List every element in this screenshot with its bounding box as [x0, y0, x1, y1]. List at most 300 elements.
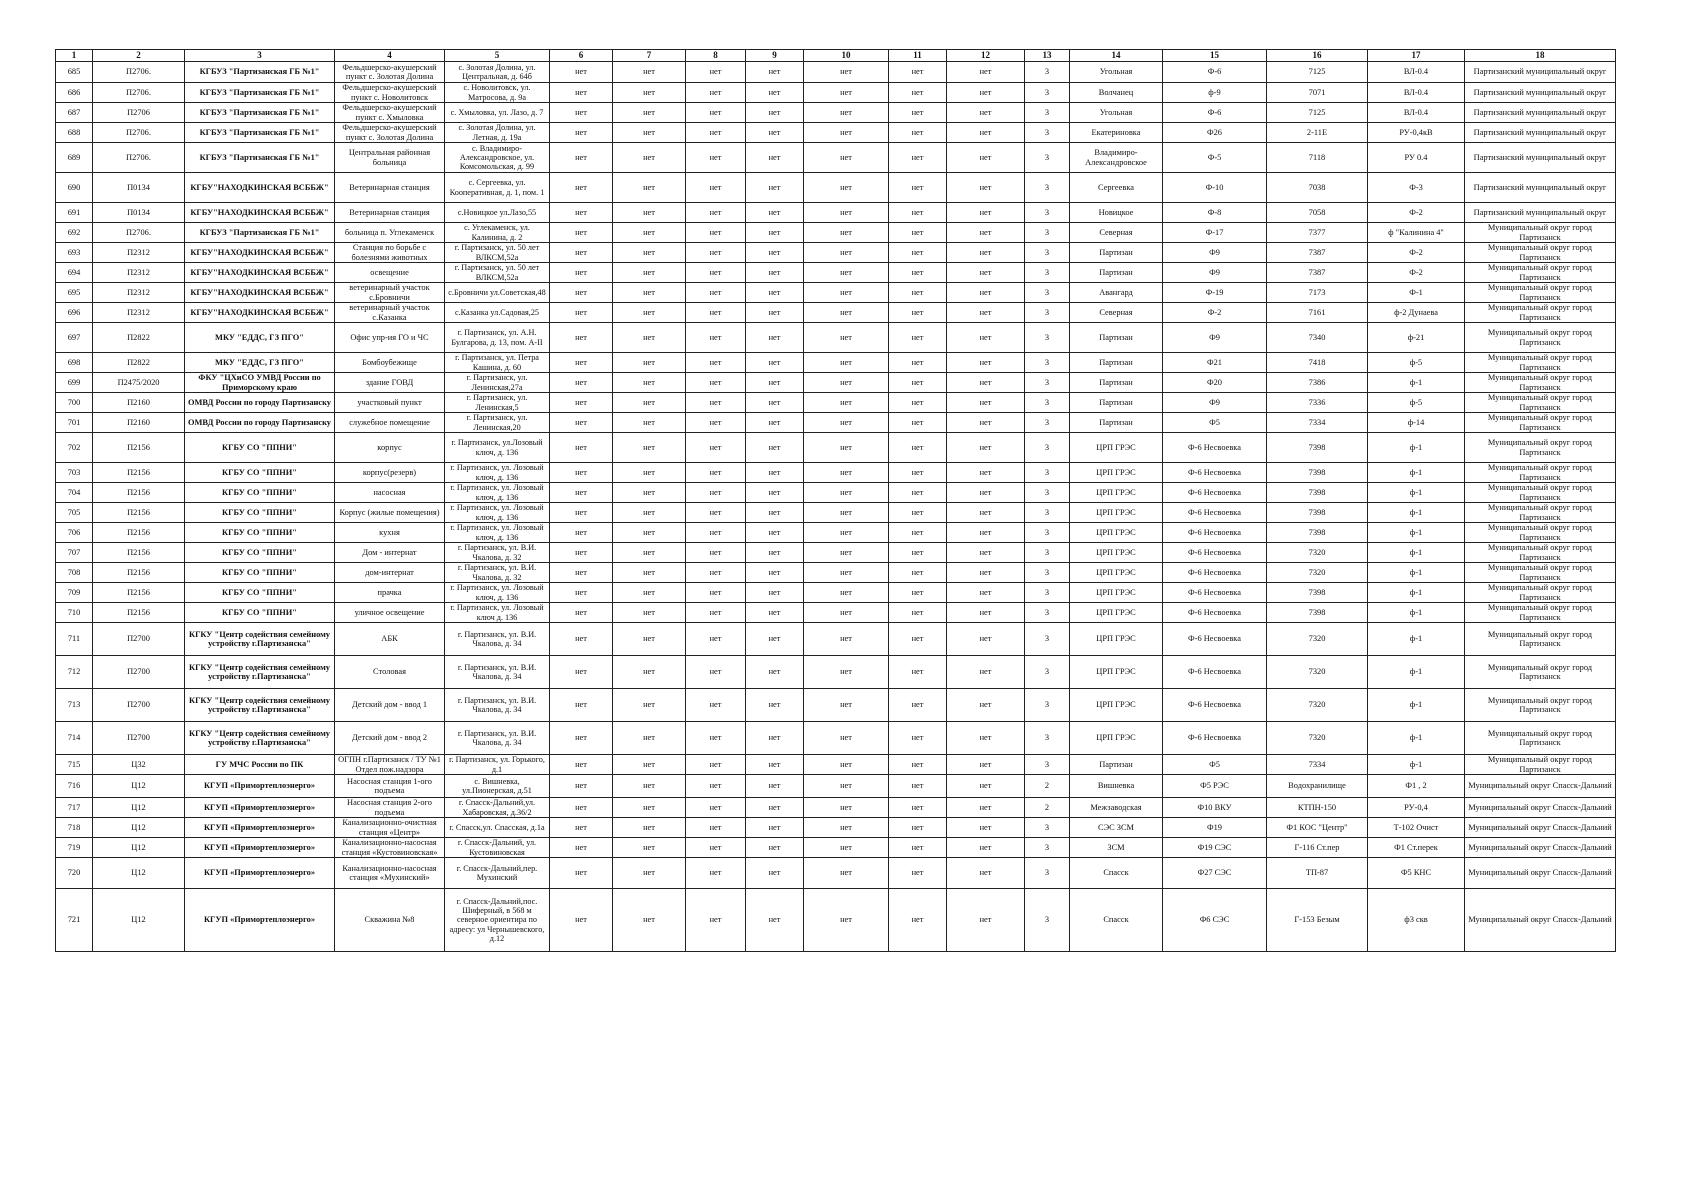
table-row: [56, 413, 1616, 433]
organization-cell: КГУП «Примортеплоэнерго»: [185, 889, 335, 952]
district-cell: Муниципальный округ город Партизанск: [1465, 603, 1616, 623]
substation-cell: ЗСМ: [1070, 838, 1163, 858]
category-cell: 3: [1025, 656, 1070, 689]
line-cell: ф-1: [1368, 722, 1465, 755]
substation-cell: Вишневка: [1070, 775, 1163, 798]
address-cell: г. Партизанск, ул. Лозовый ключ, д. 136: [445, 503, 550, 523]
substation-cell: Волчанец: [1070, 83, 1163, 103]
substation-cell: ЦРП ГРЭС: [1070, 433, 1163, 463]
column-number: 8: [686, 50, 746, 62]
value-cell: нет: [746, 62, 804, 83]
feeder-cell: Ф5 РЭС: [1163, 775, 1267, 798]
value-cell: нет: [746, 722, 804, 755]
contract-code-cell: Ц32: [93, 755, 185, 775]
value-cell: нет: [550, 603, 613, 623]
organization-cell: ОМВД России по городу Партизанску: [185, 413, 335, 433]
organization-cell: КГКУ "Центр содействия семейному устройству г.Партизанска": [185, 722, 335, 755]
transformer-cell: 7161: [1267, 303, 1368, 323]
contract-code-cell: П2156: [93, 583, 185, 603]
value-cell: нет: [889, 62, 947, 83]
transformer-cell: ТП-87: [1267, 858, 1368, 889]
address-cell: с. Сергеевка, ул. Кооперативная, д. 1, пом. 1: [445, 173, 550, 203]
value-cell: нет: [746, 543, 804, 563]
substation-cell: ЦРП ГРЭС: [1070, 523, 1163, 543]
address-cell: г. Партизанск, ул. В.И. Чкалова, д. 34: [445, 656, 550, 689]
organization-cell: КГБУ СО "ППНИ": [185, 583, 335, 603]
category-cell: 3: [1025, 103, 1070, 123]
transformer-cell: 7340: [1267, 323, 1368, 353]
address-cell: с. Золотая Долина, ул. Летная, д. 19а: [445, 123, 550, 143]
feeder-cell: Ф9: [1163, 393, 1267, 413]
transformer-cell: 7418: [1267, 353, 1368, 373]
organization-cell: КГКУ "Центр содействия семейному устройству г.Партизанска": [185, 689, 335, 722]
value-cell: нет: [613, 283, 686, 303]
value-cell: нет: [889, 583, 947, 603]
value-cell: нет: [746, 483, 804, 503]
value-cell: нет: [686, 283, 746, 303]
category-cell: 3: [1025, 263, 1070, 283]
line-cell: Ф-2: [1368, 203, 1465, 223]
organization-cell: КГБУЗ "Партизанская ГБ №1": [185, 83, 335, 103]
row-number-cell: 685: [56, 62, 93, 83]
object-cell: Насосная станция 1-ого подъема: [335, 775, 445, 798]
value-cell: нет: [686, 755, 746, 775]
category-cell: 3: [1025, 543, 1070, 563]
object-cell: корпус: [335, 433, 445, 463]
value-cell: нет: [947, 203, 1025, 223]
line-cell: Ф-1: [1368, 283, 1465, 303]
column-number: 4: [335, 50, 445, 62]
object-cell: ветеринарный участок с.Казанка: [335, 303, 445, 323]
value-cell: нет: [746, 103, 804, 123]
feeder-cell: Ф5: [1163, 755, 1267, 775]
contract-code-cell: П2156: [93, 603, 185, 623]
substation-cell: Северная: [1070, 223, 1163, 243]
document-sheet: [55, 49, 1615, 952]
substation-cell: Партизан: [1070, 393, 1163, 413]
substation-cell: Северная: [1070, 303, 1163, 323]
line-cell: ф-5: [1368, 393, 1465, 413]
value-cell: нет: [613, 463, 686, 483]
contract-code-cell: П2156: [93, 563, 185, 583]
transformer-cell: 7398: [1267, 433, 1368, 463]
contract-code-cell: Ц12: [93, 838, 185, 858]
district-cell: Партизанский муниципальный округ: [1465, 62, 1616, 83]
value-cell: нет: [804, 223, 889, 243]
row-number-cell: 711: [56, 623, 93, 656]
value-cell: нет: [613, 818, 686, 838]
column-number: 15: [1163, 50, 1267, 62]
substation-cell: ЦРП ГРЭС: [1070, 722, 1163, 755]
address-cell: с. Золотая Долина, ул. Центральная, д. 64б: [445, 62, 550, 83]
value-cell: нет: [550, 483, 613, 503]
category-cell: 3: [1025, 503, 1070, 523]
object-cell: корпус(резерв): [335, 463, 445, 483]
value-cell: нет: [550, 143, 613, 173]
line-cell: Ф-2: [1368, 243, 1465, 263]
feeder-cell: Ф27 СЭС: [1163, 858, 1267, 889]
value-cell: нет: [804, 143, 889, 173]
value-cell: нет: [686, 603, 746, 623]
line-cell: ф-1: [1368, 463, 1465, 483]
value-cell: нет: [746, 223, 804, 243]
transformer-cell: 2-11Е: [1267, 123, 1368, 143]
district-cell: Партизанский муниципальный округ: [1465, 203, 1616, 223]
value-cell: нет: [686, 818, 746, 838]
organization-cell: КГБУ"НАХОДКИНСКАЯ ВСББЖ": [185, 203, 335, 223]
column-number: 13: [1025, 50, 1070, 62]
value-cell: нет: [613, 263, 686, 283]
table-row: [56, 689, 1616, 722]
value-cell: нет: [746, 503, 804, 523]
object-cell: Канализационно-насосная станция «Кустовиновская»: [335, 838, 445, 858]
address-cell: г. Партизанск, ул.Лозовый ключ, д. 136: [445, 433, 550, 463]
row-number-cell: 690: [56, 173, 93, 203]
substation-cell: Спасск: [1070, 858, 1163, 889]
district-cell: Муниципальный округ город Партизанск: [1465, 433, 1616, 463]
row-number-cell: 689: [56, 143, 93, 173]
line-cell: ф-2 Дунаева: [1368, 303, 1465, 323]
value-cell: нет: [550, 373, 613, 393]
table-row: [56, 543, 1616, 563]
substation-cell: ЦРП ГРЭС: [1070, 483, 1163, 503]
value-cell: нет: [947, 623, 1025, 656]
value-cell: нет: [550, 798, 613, 818]
category-cell: 3: [1025, 603, 1070, 623]
value-cell: нет: [804, 303, 889, 323]
transformer-cell: 7320: [1267, 623, 1368, 656]
contract-code-cell: Ц12: [93, 889, 185, 952]
feeder-cell: Ф21: [1163, 353, 1267, 373]
line-cell: ф-1: [1368, 543, 1465, 563]
substation-cell: Партизан: [1070, 323, 1163, 353]
line-cell: Ф1 Ст.перек: [1368, 838, 1465, 858]
contract-code-cell: П2700: [93, 623, 185, 656]
row-number-cell: 692: [56, 223, 93, 243]
line-cell: ф-1: [1368, 623, 1465, 656]
value-cell: нет: [550, 543, 613, 563]
value-cell: нет: [804, 393, 889, 413]
address-cell: г. Партизанск, ул. 50 лет ВЛКСМ,52а: [445, 243, 550, 263]
transformer-cell: 7125: [1267, 103, 1368, 123]
line-cell: ф-1: [1368, 583, 1465, 603]
category-cell: 3: [1025, 353, 1070, 373]
value-cell: нет: [947, 393, 1025, 413]
district-cell: Муниципальный округ город Партизанск: [1465, 563, 1616, 583]
category-cell: 3: [1025, 722, 1070, 755]
object-cell: дом-интернат: [335, 563, 445, 583]
transformer-cell: 7387: [1267, 263, 1368, 283]
district-cell: Муниципальный округ город Партизанск: [1465, 523, 1616, 543]
value-cell: нет: [889, 755, 947, 775]
value-cell: нет: [947, 123, 1025, 143]
table-row: [56, 373, 1616, 393]
value-cell: нет: [746, 563, 804, 583]
district-cell: Муниципальный округ город Партизанск: [1465, 656, 1616, 689]
row-number-cell: 708: [56, 563, 93, 583]
value-cell: нет: [686, 243, 746, 263]
transformer-cell: 7386: [1267, 373, 1368, 393]
transformer-cell: 7334: [1267, 413, 1368, 433]
value-cell: нет: [889, 303, 947, 323]
category-cell: 3: [1025, 393, 1070, 413]
address-cell: с. Новолитовск, ул. Матросова, д. 9а: [445, 83, 550, 103]
district-cell: Муниципальный округ город Партизанск: [1465, 755, 1616, 775]
value-cell: нет: [889, 263, 947, 283]
column-number: 3: [185, 50, 335, 62]
row-number-cell: 719: [56, 838, 93, 858]
substation-cell: Партизан: [1070, 413, 1163, 433]
organization-cell: ГУ МЧС России по ПК: [185, 755, 335, 775]
category-cell: 3: [1025, 62, 1070, 83]
value-cell: нет: [686, 503, 746, 523]
object-cell: Корпус (жилые помещения): [335, 503, 445, 523]
value-cell: нет: [947, 543, 1025, 563]
column-number: 9: [746, 50, 804, 62]
table-row: [56, 563, 1616, 583]
address-cell: с.Бровничи ул.Советская,48: [445, 283, 550, 303]
organization-cell: КГБУЗ "Партизанская ГБ №1": [185, 103, 335, 123]
value-cell: нет: [746, 889, 804, 952]
organization-cell: КГБУ СО "ППНИ": [185, 543, 335, 563]
line-cell: РУ 0.4: [1368, 143, 1465, 173]
organization-cell: КГБУ СО "ППНИ": [185, 463, 335, 483]
value-cell: нет: [889, 523, 947, 543]
value-cell: нет: [804, 798, 889, 818]
row-number-cell: 694: [56, 263, 93, 283]
substation-cell: Партизан: [1070, 243, 1163, 263]
value-cell: нет: [804, 563, 889, 583]
value-cell: нет: [804, 583, 889, 603]
column-number: 7: [613, 50, 686, 62]
value-cell: нет: [947, 143, 1025, 173]
district-cell: Муниципальный округ город Партизанск: [1465, 722, 1616, 755]
value-cell: нет: [804, 373, 889, 393]
organization-cell: КГУП «Примортеплоэнерго»: [185, 798, 335, 818]
line-cell: Ф-3: [1368, 173, 1465, 203]
value-cell: нет: [686, 373, 746, 393]
district-cell: Партизанский муниципальный округ: [1465, 83, 1616, 103]
value-cell: нет: [746, 656, 804, 689]
substation-cell: ЦРП ГРЭС: [1070, 463, 1163, 483]
organization-cell: КГУП «Примортеплоэнерго»: [185, 818, 335, 838]
contract-code-cell: П2160: [93, 393, 185, 413]
value-cell: нет: [550, 223, 613, 243]
value-cell: нет: [804, 483, 889, 503]
transformer-cell: Г-116 Ст.пер: [1267, 838, 1368, 858]
value-cell: нет: [947, 223, 1025, 243]
transformer-cell: Г-153 Безым: [1267, 889, 1368, 952]
value-cell: нет: [804, 755, 889, 775]
value-cell: нет: [550, 203, 613, 223]
value-cell: нет: [889, 143, 947, 173]
value-cell: нет: [889, 563, 947, 583]
value-cell: нет: [746, 323, 804, 353]
contract-code-cell: П2160: [93, 413, 185, 433]
table-row: [56, 798, 1616, 818]
feeder-cell: Ф-6 Несвоевка: [1163, 603, 1267, 623]
line-cell: ф-1: [1368, 689, 1465, 722]
row-number-cell: 705: [56, 503, 93, 523]
substation-cell: Авангард: [1070, 283, 1163, 303]
organization-cell: КГБУЗ "Партизанская ГБ №1": [185, 62, 335, 83]
value-cell: нет: [804, 775, 889, 798]
organization-cell: КГБУЗ "Партизанская ГБ №1": [185, 123, 335, 143]
value-cell: нет: [686, 523, 746, 543]
address-cell: г. Партизанск, ул. Лозовый ключ, д. 136: [445, 483, 550, 503]
value-cell: нет: [686, 303, 746, 323]
contract-code-cell: Ц12: [93, 798, 185, 818]
value-cell: нет: [686, 173, 746, 203]
feeder-cell: Ф9: [1163, 243, 1267, 263]
value-cell: нет: [947, 433, 1025, 463]
contract-code-cell: П2312: [93, 303, 185, 323]
object-cell: служебное помещение: [335, 413, 445, 433]
value-cell: нет: [947, 173, 1025, 203]
value-cell: нет: [889, 483, 947, 503]
value-cell: нет: [686, 889, 746, 952]
feeder-cell: Ф19 СЭС: [1163, 838, 1267, 858]
object-cell: Детский дом - ввод 2: [335, 722, 445, 755]
feeder-cell: Ф-6: [1163, 62, 1267, 83]
organization-cell: ОМВД России по городу Партизанску: [185, 393, 335, 413]
value-cell: нет: [613, 83, 686, 103]
value-cell: нет: [804, 656, 889, 689]
row-number-cell: 707: [56, 543, 93, 563]
organization-cell: КГБУ СО "ППНИ": [185, 603, 335, 623]
substation-cell: Партизан: [1070, 373, 1163, 393]
row-number-cell: 701: [56, 413, 93, 433]
value-cell: нет: [889, 173, 947, 203]
value-cell: нет: [686, 583, 746, 603]
value-cell: нет: [889, 353, 947, 373]
value-cell: нет: [947, 689, 1025, 722]
transformer-cell: 7336: [1267, 393, 1368, 413]
row-number-cell: 702: [56, 433, 93, 463]
table-row: [56, 623, 1616, 656]
line-cell: ф-5: [1368, 353, 1465, 373]
value-cell: нет: [889, 203, 947, 223]
value-cell: нет: [613, 623, 686, 656]
value-cell: нет: [613, 303, 686, 323]
feeder-cell: Ф9: [1163, 263, 1267, 283]
district-cell: Муниципальный округ город Партизанск: [1465, 583, 1616, 603]
row-number-cell: 696: [56, 303, 93, 323]
table-row: [56, 889, 1616, 952]
value-cell: нет: [746, 143, 804, 173]
line-cell: ф-1: [1368, 603, 1465, 623]
transformer-cell: 7320: [1267, 689, 1368, 722]
object-cell: Детский дом - ввод 1: [335, 689, 445, 722]
feeder-cell: Ф5: [1163, 413, 1267, 433]
organization-cell: КГУП «Примортеплоэнерго»: [185, 775, 335, 798]
contract-code-cell: П2156: [93, 523, 185, 543]
transformer-cell: 7377: [1267, 223, 1368, 243]
value-cell: нет: [550, 889, 613, 952]
value-cell: нет: [746, 775, 804, 798]
value-cell: нет: [804, 543, 889, 563]
line-cell: ф-1: [1368, 563, 1465, 583]
value-cell: нет: [804, 433, 889, 463]
address-cell: г. Партизанск, ул. Лозовый ключ д. 136: [445, 603, 550, 623]
value-cell: нет: [746, 373, 804, 393]
line-cell: Т-102 Очист: [1368, 818, 1465, 838]
value-cell: нет: [686, 143, 746, 173]
district-cell: Муниципальный округ город Партизанск: [1465, 393, 1616, 413]
value-cell: нет: [746, 353, 804, 373]
value-cell: нет: [550, 623, 613, 656]
substation-cell: Новицкое: [1070, 203, 1163, 223]
value-cell: нет: [804, 623, 889, 656]
column-number: 10: [804, 50, 889, 62]
value-cell: нет: [686, 775, 746, 798]
district-cell: Муниципальный округ город Партизанск: [1465, 283, 1616, 303]
transformer-cell: КТПН-150: [1267, 798, 1368, 818]
value-cell: нет: [550, 583, 613, 603]
value-cell: нет: [613, 755, 686, 775]
value-cell: нет: [804, 463, 889, 483]
value-cell: нет: [746, 123, 804, 143]
value-cell: нет: [804, 889, 889, 952]
value-cell: нет: [550, 123, 613, 143]
value-cell: нет: [889, 463, 947, 483]
table-row: [56, 243, 1616, 263]
value-cell: нет: [550, 393, 613, 413]
value-cell: нет: [613, 858, 686, 889]
value-cell: нет: [686, 623, 746, 656]
object-cell: Фельдшерско-акушерский пункт с. Хмыловка: [335, 103, 445, 123]
district-cell: Муниципальный округ Спасск-Дальний: [1465, 798, 1616, 818]
address-cell: г. Партизанск, ул. Ленинская,20: [445, 413, 550, 433]
row-number-cell: 706: [56, 523, 93, 543]
value-cell: нет: [550, 775, 613, 798]
value-cell: нет: [686, 798, 746, 818]
value-cell: нет: [889, 838, 947, 858]
value-cell: нет: [613, 563, 686, 583]
category-cell: 3: [1025, 283, 1070, 303]
row-number-cell: 687: [56, 103, 93, 123]
organization-cell: КГБУ СО "ППНИ": [185, 483, 335, 503]
value-cell: нет: [889, 543, 947, 563]
object-cell: АБК: [335, 623, 445, 656]
transformer-cell: 7398: [1267, 583, 1368, 603]
district-cell: Муниципальный округ Спасск-Дальний: [1465, 858, 1616, 889]
line-cell: РУ-0,4кВ: [1368, 123, 1465, 143]
category-cell: 3: [1025, 523, 1070, 543]
district-cell: Муниципальный округ город Партизанск: [1465, 483, 1616, 503]
value-cell: нет: [746, 623, 804, 656]
contract-code-cell: П2312: [93, 263, 185, 283]
value-cell: нет: [947, 263, 1025, 283]
organization-cell: КГУП «Примортеплоэнерго»: [185, 858, 335, 889]
value-cell: нет: [947, 563, 1025, 583]
value-cell: нет: [550, 689, 613, 722]
value-cell: нет: [613, 393, 686, 413]
category-cell: 2: [1025, 798, 1070, 818]
substation-cell: ЦРП ГРЭС: [1070, 583, 1163, 603]
contract-code-cell: П2822: [93, 353, 185, 373]
feeder-cell: Ф-6 Несвоевка: [1163, 689, 1267, 722]
value-cell: нет: [550, 83, 613, 103]
value-cell: нет: [550, 103, 613, 123]
value-cell: нет: [613, 223, 686, 243]
table-row: [56, 583, 1616, 603]
transformer-cell: 7118: [1267, 143, 1368, 173]
row-number-cell: 698: [56, 353, 93, 373]
row-number-cell: 699: [56, 373, 93, 393]
category-cell: 3: [1025, 483, 1070, 503]
object-cell: Ветеринарная станция: [335, 173, 445, 203]
